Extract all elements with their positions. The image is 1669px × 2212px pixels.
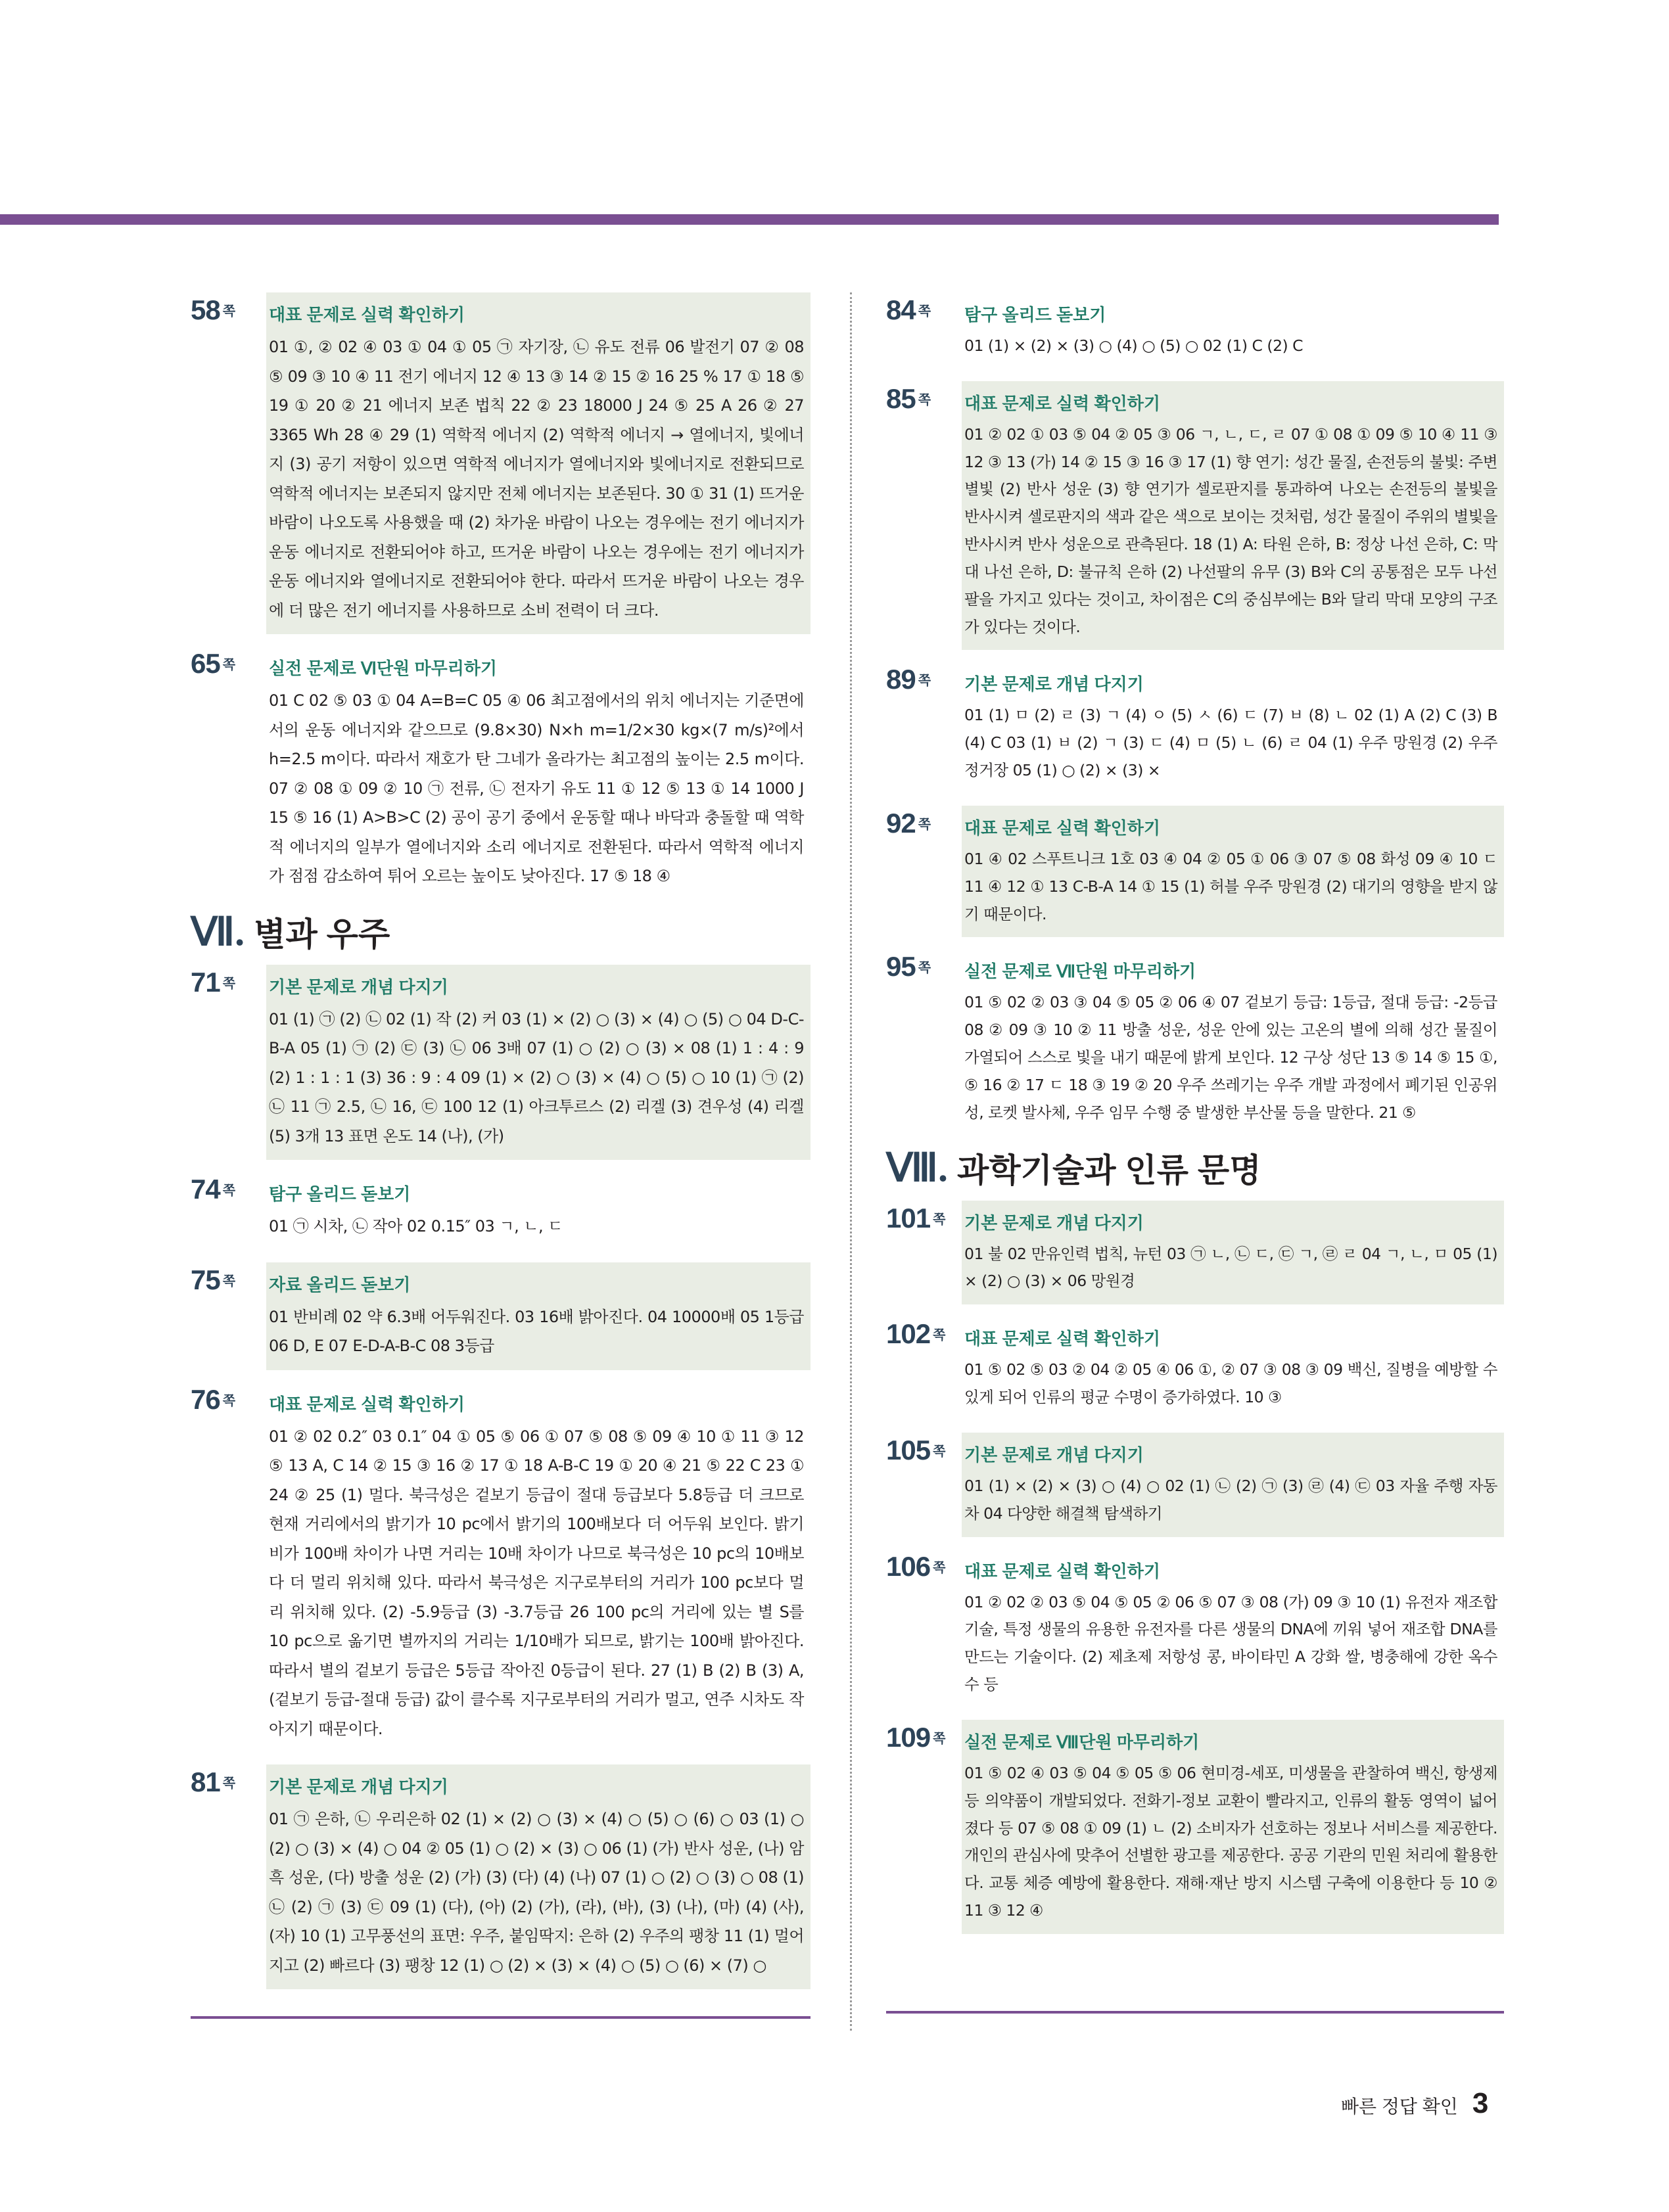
right-column (886, 292, 1504, 1946)
unit-number: Ⅷ. (886, 1145, 949, 1189)
section-92 (886, 806, 1504, 937)
section-75 (191, 1262, 811, 1370)
answer-text: 01 불 02 만유인력 법칙, 뉴턴 03 ㉠ ㄴ, ㉡ ㄷ, ㉢ ㄱ, ㉣ ㄹ 04 ㄱ, ㄴ, ㅁ 05 (1) × (2) ○ (3) × 06 망원경 (964, 1244, 1497, 1291)
section-title: 실전 문제로 Ⅷ단원 마무리하기 (964, 1732, 1200, 1752)
answer-text: 01 (1) × (2) × (3) ○ (4) ○ 02 (1) ㉡ (2) ㉠ (3) ㉣ (4) ㉢ 03 자율 주행 자동차 04 다양한 해결책 탐색하기 (964, 1476, 1497, 1523)
answer-text: 01 ② 02 ② 03 ⑤ 04 ⑤ 05 ② 06 ⑤ 07 ③ 08 (가) 09 ③ 10 (1) 유전자 재조합 기술, 특정 생물의 유용한 유전자를 다른 생물의 DNA에 끼워 넣어 재조합 DNA를 만드는 기술이다. (2) 제초제 저항성 콩, 바이타민 A 강화 쌀, 병충해에 강한 옥수수 등 (964, 1592, 1497, 1694)
section-title: 대표 문제로 실력 확인하기 (964, 1329, 1160, 1349)
answer-box (962, 381, 1504, 651)
section-title: 대표 문제로 실력 확인하기 (269, 305, 465, 325)
answer-box (266, 1764, 811, 1989)
section-title: 실전 문제로 Ⅶ단원 마무리하기 (964, 961, 1196, 982)
answer-text: 01 (1) × (2) × (3) ○ (4) ○ (5) ○ 02 (1) C (2) C (964, 336, 1304, 355)
answer-text: 01 ② 02 0.2″ 03 0.1″ 04 ① 05 ⑤ 06 ① 07 ⑤ 08 ⑤ 09 ④ 10 ① 11 ③ 12 ⑤ 13 A, C 14 ② 15 ③ 16 ② 17 ① 18 A-B-C 19 ① 20 ④ 21 ⑤ 22 C 23 ① 24 ② 25 (1) 멀다. 북극성은 겉보기 등급이 절대 등급보다 5.8등급 더 크므로 현재 거리에서의 밝기가 10 pc에서 밝기의 100배보다 더 어두워 보인다. 밝기 비가 100배 차이가 나면 거리는 10배 차이가 나므로 북극성은 10 pc의 10배보다 더 멀리 위치해 있다. 따라서 북극성은 지구로부터의 거리가 100 pc보다 멀리 위치해 있다. (2) -5.9등급 (3) -3.7등급 26 100 pc의 거리에 있는 별 S를 10 pc으로 옮기면 별까지의 거리는 1/10배가 되므로, 밝기는 100배 밝아진다. 따라서 별의 겉보기 등급은 5등급 작아진 0등급이 된다. 27 (1) B (2) B (3) A, (겉보기 등급-절대 등급) 값이 클수록 지구로부터의 거리가 멀고, 연주 시차도 작아지기 때문이다. (269, 1427, 804, 1738)
section-title: 대표 문제로 실력 확인하기 (964, 818, 1160, 838)
answer-text: 01 ㉠ 은하, ㉡ 우리은하 02 (1) × (2) ○ (3) × (4) ○ (5) ○ (6) ○ 03 (1) ○ (2) ○ (3) × (4) ○ 04 ② 05 (1) ○ (2) × (3) ○ 06 (1) (가) 반사 성운, (나) 암흑 성운, (다) 방출 성운 (2) (가) (3) (다) (4) (나) 07 (1) ○ (2) ○ (3) ○ 08 (1) ㉡ (2) ㉠ (3) ㉢ 09 (1) (다), (아) (2) (가), (라), (바), (3) (나), (마) (4) (사), (자) 10 (1) 고무풍선의 표면: 우주, 붙임딱지: 은하 (2) 우주의 팽창 11 (1) 멀어지고 (2) 빠르다 (3) 팽창 12 (1) ○ (2) × (3) × (4) ○ (5) ○ (6) × (7) ○ (269, 1810, 804, 1975)
section-title: 기본 문제로 개념 다지기 (964, 1444, 1144, 1465)
page-ref: 84 $^쪽$ (886, 294, 931, 325)
page-ref: 101 $^쪽$ (886, 1202, 946, 1233)
column-divider (850, 292, 852, 2031)
unit-heading-7 (191, 912, 811, 952)
answer-text: 01 (1) ㅁ (2) ㄹ (3) ㄱ (4) ㅇ (5) ㅅ (6) ㄷ (7) ㅂ (8) ㄴ 02 (1) A (2) C (3) B (4) C 03 (1) ㅂ (2) ㄱ (3) ㄷ (4) ㅁ (5) ㄴ (6) ㄹ 04 (1) 우주 망원경 (2) 우주 정거장 05 (1) ○ (2) × (3) × (964, 706, 1497, 780)
section-title: 대표 문제로 실력 확인하기 (964, 1561, 1160, 1581)
unit-heading-8 (886, 1145, 1504, 1189)
section-title: 대표 문제로 실력 확인하기 (964, 393, 1160, 413)
answer-box (266, 965, 811, 1161)
unit-number: Ⅶ. (191, 910, 245, 954)
answer-text: 01 ⑤ 02 ⑤ 03 ② 04 ② 05 ④ 06 ①, ② 07 ③ 08 ③ 09 백신, 질병을 예방할 수 있게 되어 인류의 평균 수명이 증가하였다. 10 ③ (964, 1360, 1497, 1407)
page-ref: 89 $^쪽$ (886, 664, 931, 695)
page-ref: 81 $^쪽$ (191, 1766, 236, 1797)
left-column-bottom-rule (191, 2016, 811, 2019)
answer-box (962, 949, 1504, 1136)
page-number: 3 (1472, 2087, 1489, 2119)
top-accent-bar (0, 214, 1499, 225)
answer-box (266, 646, 811, 900)
answer-box (962, 1720, 1504, 1934)
right-column-bottom-rule (886, 2011, 1504, 2014)
section-58 (191, 292, 811, 634)
answer-text: 01 ⑤ 02 ② 03 ③ 04 ⑤ 05 ② 06 ④ 07 겉보기 등급: 1등급, 절대 등급: -2등급 08 ② 09 ③ 10 ② 11 방출 성운, 성운 안에 있는 고온의 별에 의해 성간 물질이 가열되어 스스로 빛을 내기 때문에 밝게 보인다. 12 구상 성단 13 ⑤ 14 ⑤ 15 ①, ⑤ 16 ② 17 ㄷ 18 ③ 19 ② 20 우주 쓰레기는 우주 개발 과정에서 폐기된 인공위성, 로켓 발사체, 우주 임무 수행 중 발생한 부산물 등을 말한다. 21 ⑤ (964, 993, 1497, 1122)
section-title: 대표 문제로 실력 확인하기 (269, 1394, 465, 1414)
answer-box (962, 1549, 1504, 1708)
page-ref: 105 $^쪽$ (886, 1434, 946, 1465)
answer-box (266, 292, 811, 634)
section-76 (191, 1382, 811, 1753)
answer-box (962, 1201, 1504, 1305)
section-71 (191, 965, 811, 1161)
section-95 (886, 949, 1504, 1136)
section-109 (886, 1720, 1504, 1934)
section-65 (191, 646, 811, 900)
section-title: 기본 문제로 개념 다지기 (964, 674, 1144, 695)
answer-box (266, 1262, 811, 1370)
section-89 (886, 662, 1504, 793)
answer-box (962, 292, 1504, 369)
section-74 (191, 1172, 811, 1251)
page-ref: 65 $^쪽$ (191, 648, 236, 679)
page-ref: 85 $^쪽$ (886, 382, 931, 414)
section-106 (886, 1549, 1504, 1708)
unit-title: 별과 우주 (254, 915, 390, 953)
page-ref: 71 $^쪽$ (191, 966, 236, 998)
section-title: 기본 문제로 개념 다지기 (269, 1777, 448, 1797)
footer-label: 빠른 정답 확인 (1341, 2096, 1458, 2117)
section-85 (886, 381, 1504, 651)
section-title: 실전 문제로 Ⅵ단원 마무리하기 (269, 658, 498, 678)
answer-box (962, 1316, 1504, 1421)
section-84 (886, 292, 1504, 369)
page-footer (1341, 2087, 1488, 2120)
answer-text: 01 ①, ② 02 ④ 03 ① 04 ① 05 ㉠ 자기장, ㉡ 유도 전류 06 발전기 07 ② 08 ⑤ 09 ③ 10 ④ 11 전기 에너지 12 ④ 13 ③ 14 ② 15 ② 16 25 % 17 ① 18 ⑤ 19 ① 20 ② 21 에너지 보존 법칙 22 ② 23 18000 J 24 ⑤ 25 A 26 ② 27 3365 Wh 28 ④ 29 (1) 역학적 에너지 (2) 역학적 에너지 → 열에너지, 빛에너지 (3) 공기 저항이 있으면 역학적 에너지가 열에너지와 빛에너지로 전환되므로 역학적 에너지는 보존되지 않지만 전체 에너지는 보존된다. 30 ① 31 (1) 뜨거운 바람이 나오도록 사용했을 때 (2) 차가운 바람이 나오는 경우에는 전기 에너지가 운동 에너지로 전환되어야 하고, 뜨거운 바람이 나오는 경우에는 전기 에너지가 운동 에너지와 열에너지로 전환되어야 한다. 따라서 뜨거운 바람이 나오는 경우에 더 많은 전기 에너지를 사용하므로 소비 전력이 더 크다. (269, 338, 804, 620)
section-102 (886, 1316, 1504, 1421)
answer-box (962, 806, 1504, 937)
section-105 (886, 1433, 1504, 1537)
answer-box (266, 1382, 811, 1753)
unit-title: 과학기술과 인류 문명 (957, 1151, 1261, 1189)
page-ref: 75 $^쪽$ (191, 1264, 236, 1295)
answer-text: 01 ② 02 ① 03 ⑤ 04 ② 05 ③ 06 ㄱ, ㄴ, ㄷ, ㄹ 07 ① 08 ① 09 ⑤ 10 ④ 11 ③ 12 ③ 13 (가) 14 ② 15 ③ 16 ③ 17 (1) 향 연기: 성간 물질, 손전등의 불빛: 주변 별빛 (2) 반사 성운 (3) 향 연기가 셀로판지를 통과하여 나오는 손전등의 불빛을 반사시켜 셀로판지의 색과 같은 색으로 보이는 것처럼, 성간 물질이 주위의 별빛을 반사시켜 반사 성운으로 관측된다. 18 (1) A: 타원 은하, B: 정상 나선 은하, C: 막대 나선 은하, D: 불규칙 은하 (2) 나선팔의 유무 (3) B와 C의 공통점은 모두 나선팔을 가지고 있다는 것이고, 차이점은 C의 중심부에는 B와 달리 막대 모양의 구조가 있다는 것이다. (964, 425, 1497, 636)
answer-box (962, 1433, 1504, 1537)
section-81 (191, 1764, 811, 1989)
answer-text: 01 C 02 ⑤ 03 ① 04 A=B=C 05 ④ 06 최고점에서의 위치 에너지는 기준면에서의 운동 에너지와 같으므로 (9.8×30) N×h m=1/2×30 kg×(7 m/s)²에서 h=2.5 m이다. 따라서 재호가 탄 그네가 올라가는 최고점의 높이는 2.5 m이다. 07 ② 08 ① 09 ② 10 ㉠ 전류, ㉡ 전자기 유도 11 ① 12 ⑤ 13 ① 14 1000 J 15 ⑤ 16 (1) A>B>C (2) 공이 공기 중에서 운동할 때나 바닥과 충돌할 때 역학적 에너지의 일부가 열에너지와 소리 에너지로 전환된다. 따라서 역학적 에너지가 점점 감소하여 튀어 오르는 높이도 낮아진다. 17 ⑤ 18 ④ (269, 691, 804, 885)
page-ref: 92 $^쪽$ (886, 807, 931, 839)
answer-text: 01 ⑤ 02 ④ 03 ⑤ 04 ⑤ 05 ⑤ 06 현미경-세포, 미생물을 관찰하여 백신, 항생제 등 의약품이 개발되었다. 전화기-정보 교환이 빨라지고, 인류의 활동 영역이 넓어졌다 등 07 ⑤ 08 ① 09 (1) ㄴ (2) 소비자가 선호하는 정보나 서비스를 제공한다. 개인의 관심사에 맞추어 선별한 광고를 제공한다. 공공 기관의 민원 처리에 활용한다. 교통 체증 예방에 활용한다. 재해·재난 방지 시스템 구축에 이용한다 등 10 ② 11 ③ 12 ④ (964, 1763, 1497, 1920)
answer-box (266, 1172, 811, 1251)
page-ref: 109 $^쪽$ (886, 1721, 946, 1753)
page-ref: 102 $^쪽$ (886, 1318, 946, 1350)
answer-text: 01 ④ 02 스푸트니크 1호 03 ④ 04 ② 05 ① 06 ③ 07 ⑤ 08 화성 09 ④ 10 ㄷ 11 ④ 12 ① 13 C-B-A 14 ① 15 (1) 허블 우주 망원경 (2) 대기의 영향을 받지 않기 때문이다. (964, 849, 1497, 923)
page-ref: 74 $^쪽$ (191, 1174, 236, 1205)
section-title: 탐구 올리드 돋보기 (269, 1184, 411, 1204)
page-ref: 95 $^쪽$ (886, 951, 931, 982)
page-ref: 76 $^쪽$ (191, 1383, 236, 1415)
section-title: 기본 문제로 개념 다지기 (964, 1212, 1144, 1233)
page-ref: 58 $^쪽$ (191, 294, 236, 325)
section-title: 기본 문제로 개념 다지기 (269, 977, 448, 997)
left-column (191, 292, 811, 2001)
answer-box (962, 662, 1504, 793)
answer-text: 01 (1) ㉠ (2) ㉡ 02 (1) 작 (2) 커 03 (1) × (2) ○ (3) × (4) ○ (5) ○ 04 D-C-B-A 05 (1) ㉠ (2) ㉢ (3) ㉡ 06 3배 07 (1) ○ (2) ○ (3) × 08 (1) 1 : 4 : 9 (2) 1 : 1 : 1 (3) 36 : 9 : 4 09 (1) × (2) ○ (3) × (4) ○ (5) ○ 10 (1) ㉠ (2) ㉡ 11 ㉠ 2.5, ㉡ 16, ㉢ 100 12 (1) 아크투르스 (2) 리겔 (3) 견우성 (4) 리겔 (5) 3개 13 표면 온도 14 (나), (가) (269, 1009, 804, 1145)
page-ref: 106 $^쪽$ (886, 1550, 946, 1582)
section-101 (886, 1201, 1504, 1305)
section-title: 자료 올리드 돋보기 (269, 1274, 411, 1295)
section-title: 탐구 올리드 돋보기 (964, 305, 1106, 325)
answer-text: 01 ㉠ 시차, ㉡ 작아 02 0.15″ 03 ㄱ, ㄴ, ㄷ (269, 1217, 563, 1235)
answer-text: 01 반비례 02 약 6.3배 어두워진다. 03 16배 밝아진다. 04 10000배 05 1등급 06 D, E 07 E-D-A-B-C 08 3등급 (269, 1307, 804, 1355)
